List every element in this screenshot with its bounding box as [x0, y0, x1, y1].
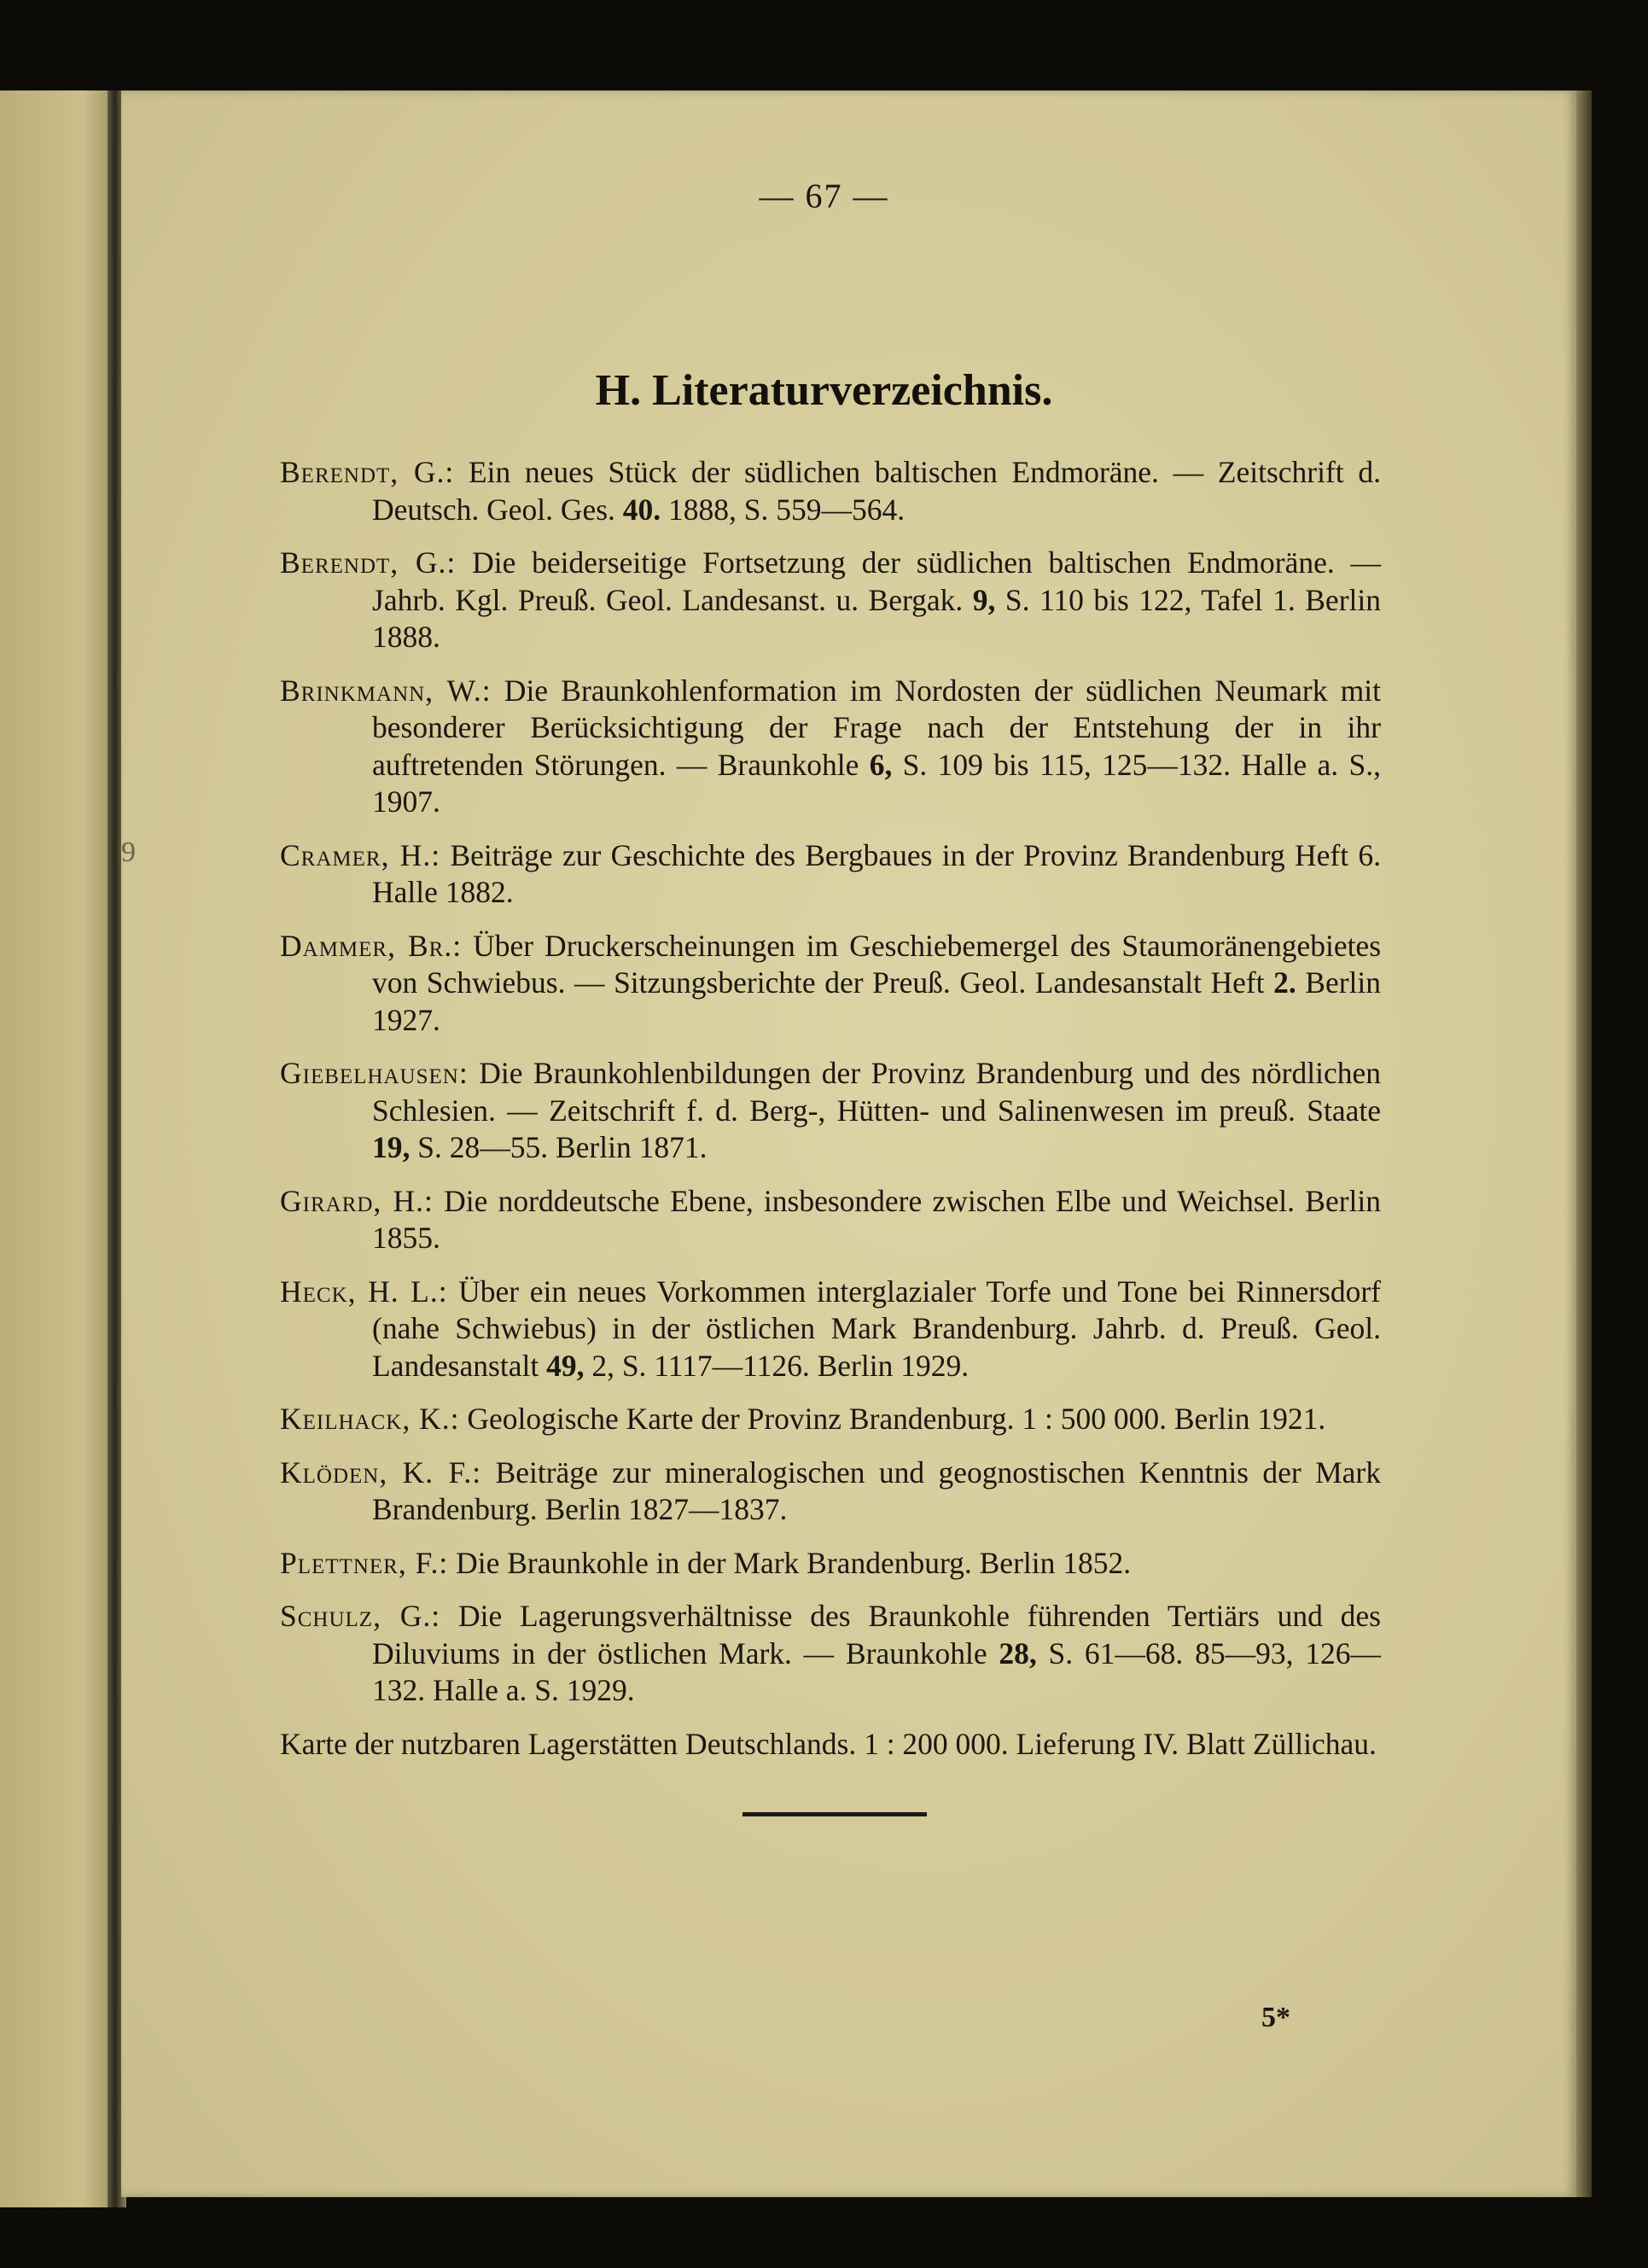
reference-volume: 49,: [546, 1348, 585, 1383]
page-number: — 67 —: [759, 177, 889, 215]
reference-entry: [280, 673, 1381, 821]
reference-volume: 9,: [972, 582, 996, 617]
reference-author: Klöden, K. F.:: [280, 1455, 482, 1490]
reference-text: Die Braunkohle in der Mark Brandenburg. Berlin 1852.: [448, 1545, 1132, 1580]
reference-author: Schulz, G.:: [280, 1599, 441, 1633]
reference-text: Ein neues Stück der südlichen baltischen Endmoräne. — Zeitschrift d. Deutsch. Geol. Ges.: [372, 455, 1381, 527]
reference-author: Dammer, Br.:: [280, 928, 463, 963]
reference-text: Über ein neues Vorkommen interglazialer Torfe und Tone bei Rinnersdorf (nahe Schwiebus) in der östlichen Mark Brandenburg. Jahrb. d. Preuß. Geol. Landesanstalt: [372, 1274, 1381, 1383]
reference-rest: S. 109 bis 115, 125—132. Halle a. S., 1907.: [372, 747, 1381, 819]
reference-text: Die Lagerungsverhältnisse des Braunkohle führenden Tertiärs und des Diluviums in der östlichen Mark. — Braunkohle: [372, 1599, 1381, 1670]
reference-text: Geologische Karte der Provinz Brandenburg. 1 : 500 000. Berlin 1921.: [459, 1402, 1326, 1436]
reference-volume: 40.: [622, 492, 661, 527]
reference-entry: [280, 1401, 1381, 1438]
reference-volume: 19,: [372, 1130, 411, 1164]
reference-entry: [280, 1274, 1381, 1385]
printer-signature-mark: 5*: [1261, 2002, 1290, 2033]
reference-entry: [280, 928, 1381, 1040]
margin-pencil-mark: 9: [121, 837, 136, 868]
reference-author: Heck, H. L.:: [280, 1274, 448, 1309]
reference-author: Girard, H.:: [280, 1183, 434, 1218]
reference-text: Die norddeutsche Ebene, insbesondere zwischen Elbe und Weichsel. Berlin 1855.: [372, 1183, 1382, 1255]
reference-rest: 2, S. 1117—1126. Berlin 1929.: [584, 1348, 970, 1383]
reference-entry: [280, 454, 1381, 528]
reference-volume: 6,: [869, 747, 893, 782]
reference-author: Berendt, G.:: [280, 455, 455, 489]
reference-entry: [280, 1455, 1381, 1529]
reference-entry: [280, 1183, 1381, 1257]
reference-entry: [280, 1545, 1381, 1583]
reference-rest: S. 61—68. 85—93, 126—132. Halle a. S. 1929.: [372, 1635, 1381, 1707]
reference-text: Die Braunkohlenformation im Nordosten der südlichen Neumark mit besonderer Berücksichtigung der Frage nach der Entstehung der in ihr auftretenden Störungen. — Braunkohle: [372, 673, 1381, 782]
reference-author: Cramer, H.:: [280, 837, 441, 872]
reference-entry: [280, 545, 1381, 656]
reference-rest: S. 110 bis 122, Tafel 1. Berlin 1888.: [372, 582, 1381, 654]
reference-rest: 1888, S. 559—564.: [661, 492, 906, 527]
section-heading: H. Literaturverzeichnis.: [595, 366, 1053, 415]
reference-text: Beiträge zur Geschichte des Bergbaues in der Provinz Brandenburg Heft 6. Halle 1882.: [372, 837, 1381, 909]
reference-author: Berendt, G.:: [280, 545, 457, 580]
reference-author: Giebelhausen:: [280, 1056, 469, 1090]
reference-text: Beiträge zur mineralogischen und geognostischen Kenntnis der Mark Brandenburg. Berlin 1827—1837.: [372, 1455, 1381, 1526]
reference-rest: Berlin 1927.: [372, 965, 1381, 1037]
reference-text: Die beiderseitige Fortsetzung der südlichen baltischen Endmoräne. — Jahrb. Kgl. Preuß. Geol. Landesanst. u. Bergak.: [372, 545, 1381, 617]
reference-entry: [280, 837, 1381, 912]
reference-text: Die Braunkohlenbildungen der Provinz Brandenburg und des nördlichen Schlesien. — Zeitschrift f. d. Berg-, Hütten- und Salinenwesen im preuß. Staate: [372, 1056, 1381, 1128]
reference-author: Plettner, F.:: [280, 1545, 449, 1580]
reference-author: Brinkmann, W.:: [280, 673, 492, 708]
reference-rest: S. 28—55. Berlin 1871.: [410, 1130, 708, 1164]
reference-list: [280, 454, 1381, 1779]
reference-volume: 28,: [999, 1635, 1037, 1670]
reference-volume: 2.: [1273, 965, 1296, 1000]
reference-entry: [280, 1726, 1381, 1764]
reference-text: Karte der nutzbaren Lagerstätten Deutschlands. 1 : 200 000. Lieferung IV. Blatt Züllichau.: [280, 1726, 1377, 1761]
reference-entry: [280, 1055, 1381, 1167]
reference-text: Über Druckerscheinungen im Geschiebemergel des Staumoränengebietes von Schwiebus. — Sitzungsberichte der Preuß. Geol. Landesanstalt Heft: [372, 928, 1382, 1000]
closing-rule: [742, 1812, 927, 1816]
reference-author: Keilhack, K.:: [280, 1402, 460, 1436]
reference-entry: [280, 1598, 1381, 1710]
